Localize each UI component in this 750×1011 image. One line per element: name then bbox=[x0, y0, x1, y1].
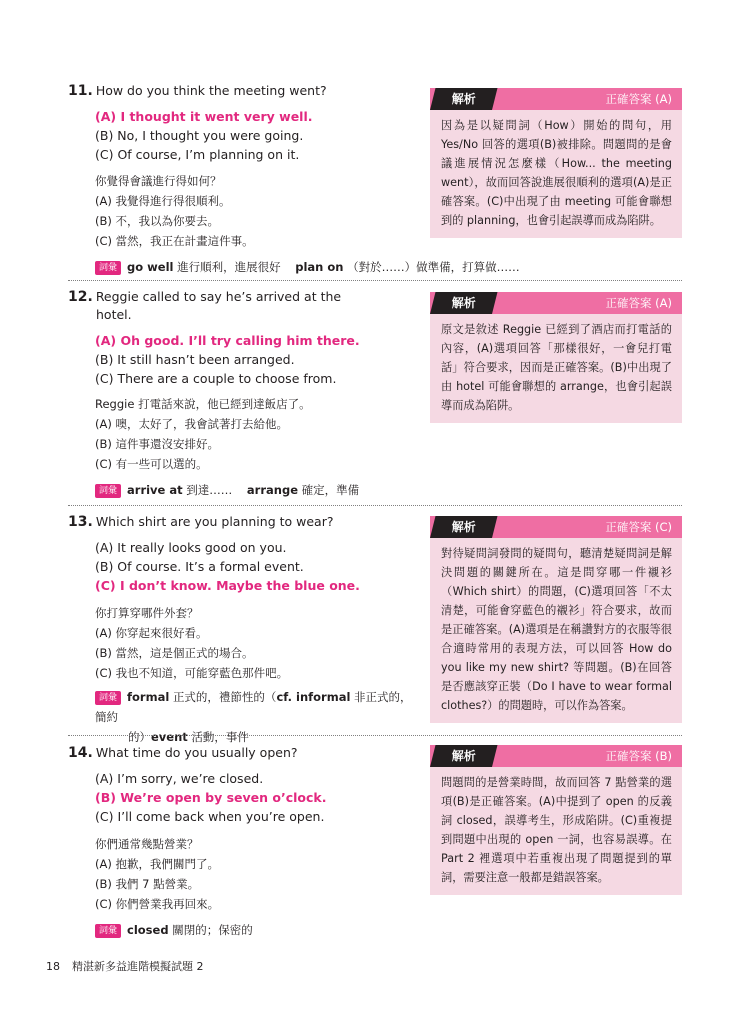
correct-answer: 正確答案 (A) bbox=[605, 296, 672, 310]
vocab-tag: 詞彙 bbox=[95, 691, 121, 705]
option-b: (B) It still hasn’t been arranged. bbox=[95, 352, 295, 367]
vocab-line: 的）event 活動，事件 bbox=[128, 730, 249, 744]
divider bbox=[68, 505, 682, 506]
option-b: (B) Of course. It’s a formal event. bbox=[95, 559, 304, 574]
question-text-cont: hotel. bbox=[96, 307, 132, 322]
translation-line: (B) 不，我以為你要去。 bbox=[95, 214, 220, 228]
option-a: (A) It really looks good on you. bbox=[95, 540, 287, 555]
vocab-tag: 詞彙 bbox=[95, 261, 121, 275]
question-12 bbox=[68, 288, 413, 500]
option-c: (C) Of course, I’m planning on it. bbox=[95, 147, 300, 162]
analysis-box-11 bbox=[430, 88, 682, 238]
translation-line: 你們通常幾點營業？ bbox=[95, 837, 199, 851]
option-a: (A) Oh good. I’ll try calling him there. bbox=[95, 333, 360, 348]
analysis-box-14 bbox=[430, 745, 682, 895]
option-a: (A) I thought it went very well. bbox=[95, 109, 313, 124]
translation-line: (C) 你們營業我再回來。 bbox=[95, 897, 220, 911]
translation-line: 你打算穿哪件外套？ bbox=[95, 606, 199, 620]
analysis-title: 解析 bbox=[451, 749, 476, 763]
question-text: 13. Which shirt are you planning to wear? bbox=[68, 514, 334, 530]
option-c: (C) I’ll come back when you’re open. bbox=[95, 809, 325, 824]
book-title: 精湛新多益進階模擬試題 2 bbox=[72, 960, 204, 973]
analysis-box-13 bbox=[430, 516, 682, 723]
vocab-tag: 詞彙 bbox=[95, 924, 121, 938]
correct-answer: 正確答案 (C) bbox=[605, 520, 672, 534]
option-a: (A) I’m sorry, we’re closed. bbox=[95, 771, 264, 786]
option-c: (C) There are a couple to choose from. bbox=[95, 371, 337, 386]
vocab-line: 詞彙 formal 正式的，禮節性的（cf. informal 非正式的，簡約 bbox=[95, 690, 412, 724]
translation-line: Reggie 打電話來說，他已經到達飯店了。 bbox=[95, 397, 311, 411]
page-number: 18 bbox=[46, 960, 60, 973]
analysis-text: 因為是以疑問詞（How）開始的問句，用 Yes/No 回答的選項(B)被排除。問題問的是會議進展情況怎麼樣（How... the meeting went），故而回答說進展很順利的選項(A)是正確答案。(C)中出現了由 meeting 可能會聯想到的 planning，也會引起誤導而成為陷阱。 bbox=[441, 119, 672, 227]
translation-line: 你覺得會議進行得如何？ bbox=[95, 174, 222, 188]
translation-line: (B) 當然，這是個正式的場合。 bbox=[95, 646, 254, 660]
translation-line: (A) 抱歉，我們關門了。 bbox=[95, 857, 219, 871]
question-13 bbox=[68, 513, 413, 747]
translation-line: (A) 我覺得進行得很順利。 bbox=[95, 194, 231, 208]
option-b: (B) We’re open by seven o’clock. bbox=[95, 790, 327, 805]
analysis-text: 原文是敘述 Reggie 已經到了酒店而打電話的內容，(A)選項回答「那樣很好，一會兒打電話」符合要求，因而是正確答案。(B)中出現了由 hotel 可能會聯想的 arrange，也會引起誤導而成為陷阱。 bbox=[441, 323, 672, 412]
question-text: 14. What time do you usually open? bbox=[68, 745, 298, 761]
option-c: (C) I don’t know. Maybe the blue one. bbox=[95, 578, 360, 593]
vocab-line: 詞彙 arrive at 到達…… arrange 確定，準備 bbox=[68, 480, 413, 500]
divider bbox=[68, 280, 682, 281]
correct-answer: 正確答案 (A) bbox=[605, 92, 672, 106]
question-text: 11. How do you think the meeting went? bbox=[68, 83, 327, 99]
vocab-tag: 詞彙 bbox=[95, 484, 121, 498]
question-text: 12. Reggie called to say he’s arrived at the bbox=[68, 289, 342, 305]
vocab-line: 詞彙 closed 關閉的；保密的 bbox=[68, 920, 413, 940]
translation-line: (A) 噢，太好了，我會試著打去給他。 bbox=[95, 417, 288, 431]
analysis-title: 解析 bbox=[451, 520, 476, 534]
translation-line: (B) 我們 7 點營業。 bbox=[95, 877, 200, 891]
divider bbox=[68, 735, 682, 736]
page-footer bbox=[46, 958, 216, 974]
question-14 bbox=[68, 744, 413, 940]
translation-line: (C) 當然，我正在計畫這件事。 bbox=[95, 234, 254, 248]
option-b: (B) No, I thought you were going. bbox=[95, 128, 304, 143]
analysis-title: 解析 bbox=[451, 296, 476, 310]
analysis-text: 問題問的是營業時間，故而回答 7 點營業的選項(B)是正確答案。(A)中提到了 open 的反義詞 closed，誤導考生，形成陷阱。(C)重複提到問題中出現的 open 一詞，也容易誤導。在 Part 2 裡選項中若重複出現了問題提到的單詞，需要注意一般都是錯誤答案。 bbox=[441, 776, 672, 884]
analysis-text: 對待疑問詞發問的疑問句，聽清楚疑問詞是解決問題的關鍵所在。這是問穿哪一件襯衫（Which shirt）的問題，(C)選項回答「不太清楚，可能會穿藍色的襯衫」符合要求，故而是正確答案。(A)選項是在稱讚對方的衣服等很合適時常用的表現方法，可以回答 How do you like my new shirt? 等問題。(B)在回答是否應該穿正裝（Do I have to wear formal clothes?）的問題時，可以作為答案。 bbox=[441, 547, 672, 712]
translation-line: (A) 你穿起來很好看。 bbox=[95, 626, 208, 640]
analysis-box-12 bbox=[430, 292, 682, 423]
translation-line: (C) 我也不知道，可能穿藍色那件吧。 bbox=[95, 666, 289, 680]
translation-line: (C) 有一些可以選的。 bbox=[95, 457, 208, 471]
analysis-title: 解析 bbox=[451, 92, 476, 106]
vocab-line: 詞彙 go well 進行順利，進展很好 plan on （對於……）做準備，打算做…… bbox=[68, 257, 588, 277]
correct-answer: 正確答案 (B) bbox=[605, 749, 672, 763]
translation-line: (B) 這件事還沒安排好。 bbox=[95, 437, 220, 451]
